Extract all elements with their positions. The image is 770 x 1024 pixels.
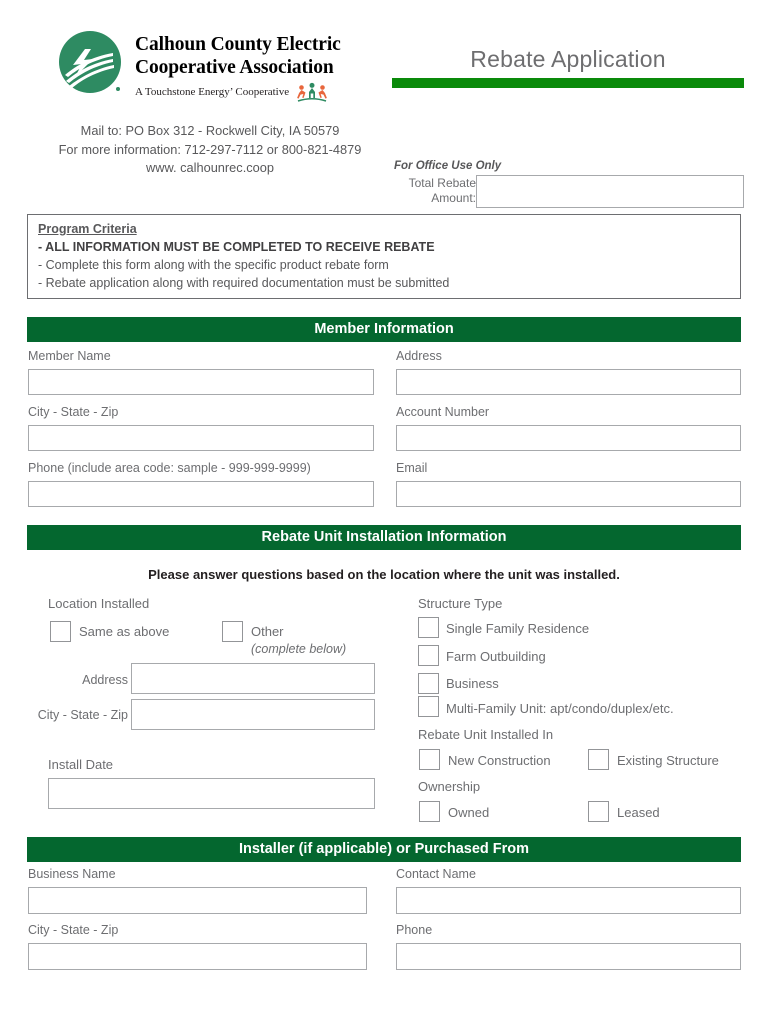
member-name-label: Member Name xyxy=(28,349,111,363)
install-address-label: Address xyxy=(82,673,128,687)
checkbox-farm-outbuilding-label: Farm Outbuilding xyxy=(446,649,546,664)
checkbox-owned-label: Owned xyxy=(448,805,490,820)
install-city-state-zip-label: City - State - Zip xyxy=(37,708,128,722)
total-rebate-label-line1: Total Rebate xyxy=(408,176,476,190)
section-header-member-information: Member Information xyxy=(27,317,741,342)
account-number-input[interactable] xyxy=(396,425,741,451)
phone-label: Phone (include area code: sample - 999-999-9999) xyxy=(28,461,311,475)
coop-name-line1: Calhoun County Electric xyxy=(135,34,341,55)
program-criteria-title: Program Criteria xyxy=(38,222,137,236)
checkbox-existing-structure-label: Existing Structure xyxy=(617,753,719,768)
checkbox-business-label: Business xyxy=(446,676,499,691)
installer-phone-label: Phone xyxy=(396,923,433,937)
location-installed-label: Location Installed xyxy=(48,596,150,611)
contact-info xyxy=(20,122,400,178)
office-use-title: For Office Use Only xyxy=(394,160,502,172)
account-number-label: Account Number xyxy=(396,405,490,419)
total-rebate-amount-input[interactable] xyxy=(476,175,744,208)
install-city-state-zip-input[interactable] xyxy=(131,699,375,730)
checkbox-multi-family-unit[interactable] xyxy=(418,696,439,717)
checkbox-leased[interactable] xyxy=(588,801,609,822)
office-use-block xyxy=(394,160,744,208)
coop-name-block xyxy=(135,33,367,102)
total-rebate-row xyxy=(394,175,744,208)
checkbox-farm-outbuilding[interactable] xyxy=(418,645,439,666)
criteria-item-1: - ALL INFORMATION MUST BE COMPLETED TO RECEIVE REBATE xyxy=(38,240,435,254)
checkbox-new-construction[interactable] xyxy=(419,749,440,770)
section-header-installer: Installer (if applicable) or Purchased From xyxy=(27,837,741,862)
title-accent-bar xyxy=(392,78,744,88)
phone-input[interactable] xyxy=(28,481,374,507)
touchstone-energy-icon xyxy=(294,82,330,102)
install-address-input[interactable] xyxy=(131,663,375,694)
checkbox-other[interactable] xyxy=(222,621,243,642)
title-area xyxy=(392,44,744,88)
page-title: Rebate Application xyxy=(470,46,666,72)
checkbox-existing-structure[interactable] xyxy=(588,749,609,770)
other-complete-below-note: (complete below) xyxy=(251,642,347,656)
installation-instruction: Please answer questions based on the location where the unit was installed. xyxy=(148,567,620,582)
checkbox-leased-label: Leased xyxy=(617,805,660,820)
address-label: Address xyxy=(396,349,442,363)
touchstone-tagline: A Touchstone Energy’ Cooperative xyxy=(135,86,290,98)
rebate-unit-installed-in-label: Rebate Unit Installed In xyxy=(418,727,554,742)
criteria-item-3: - Rebate application along with required documentation must be submitted xyxy=(38,276,450,290)
criteria-item-2: - Complete this form along with the specific product rebate form xyxy=(38,258,389,272)
city-state-zip-label: City - State - Zip xyxy=(28,405,119,419)
website-line[interactable]: www. calhounrec.coop xyxy=(145,160,275,175)
city-state-zip-input[interactable] xyxy=(28,425,374,451)
structure-type-label: Structure Type xyxy=(418,596,503,611)
phone-line: For more information: 712-297-7112 or 800-821-4879 xyxy=(58,141,362,157)
program-criteria-box xyxy=(27,214,741,299)
contact-name-input[interactable] xyxy=(396,887,741,914)
install-date-input[interactable] xyxy=(48,778,375,809)
checkbox-single-family-residence[interactable] xyxy=(418,617,439,638)
installer-city-state-zip-label: City - State - Zip xyxy=(28,923,119,937)
mail-to-line: Mail to: PO Box 312 - Rockwell City, IA 50579 xyxy=(80,123,340,138)
calhoun-coop-logo-icon xyxy=(57,31,123,97)
total-rebate-label xyxy=(394,175,476,208)
coop-name-line2: Cooperative Association xyxy=(135,57,334,78)
contact-name-label: Contact Name xyxy=(396,867,476,881)
installer-phone-input[interactable] xyxy=(396,943,741,970)
install-date-label: Install Date xyxy=(48,757,114,772)
checkbox-same-as-above[interactable] xyxy=(50,621,71,642)
checkbox-owned[interactable] xyxy=(419,801,440,822)
section-header-installation-information: Rebate Unit Installation Information xyxy=(27,525,741,550)
email-input[interactable] xyxy=(396,481,741,507)
checkbox-new-construction-label: New Construction xyxy=(448,753,551,768)
installer-city-state-zip-input[interactable] xyxy=(28,943,367,970)
member-name-input[interactable] xyxy=(28,369,374,395)
touchstone-row xyxy=(135,82,367,102)
business-name-input[interactable] xyxy=(28,887,367,914)
address-input[interactable] xyxy=(396,369,741,395)
checkbox-single-family-residence-label: Single Family Residence xyxy=(446,621,590,636)
checkbox-same-as-above-label: Same as above xyxy=(79,624,170,639)
total-rebate-label-line2: Amount: xyxy=(431,191,476,205)
ownership-label: Ownership xyxy=(418,779,481,794)
email-label: Email xyxy=(396,461,428,475)
business-name-label: Business Name xyxy=(28,867,116,881)
form-header xyxy=(0,0,770,205)
checkbox-multi-family-unit-label: Multi-Family Unit: apt/condo/duplex/etc. xyxy=(446,701,674,716)
checkbox-other-label: Other xyxy=(251,624,284,639)
checkbox-business[interactable] xyxy=(418,673,439,694)
coop-logo-block xyxy=(57,31,367,113)
